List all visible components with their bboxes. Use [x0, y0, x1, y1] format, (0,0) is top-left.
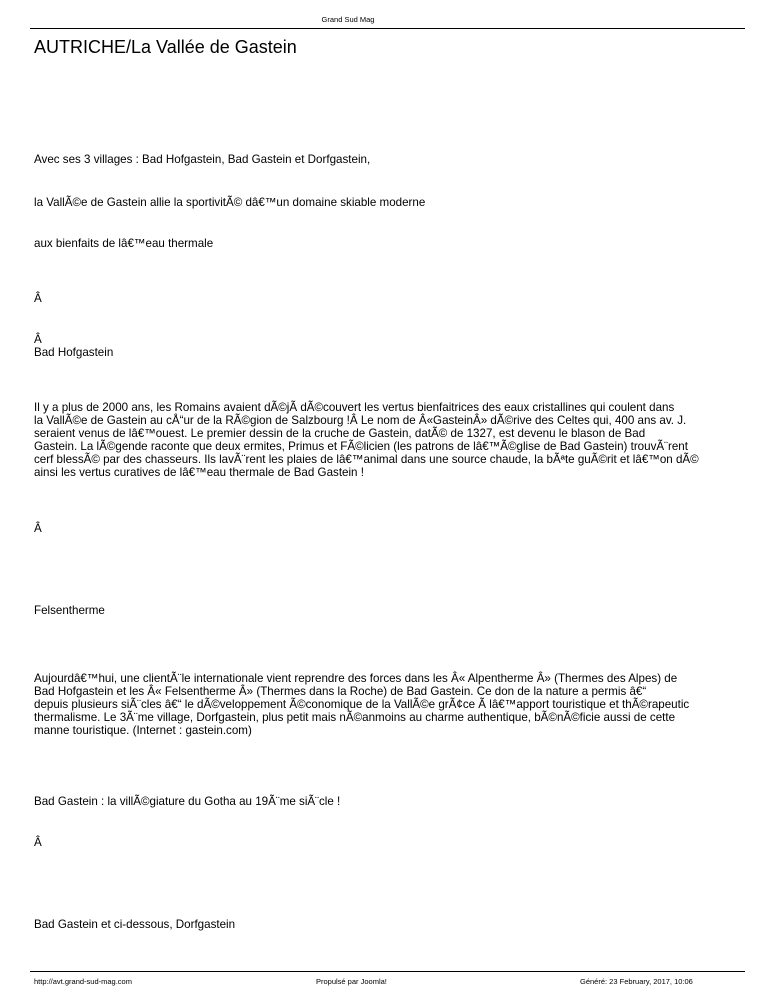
- paragraph-history-line: Il y a plus de 2000 ans, les Romains avaient dÃ©jÃ dÃ©couvert les vertus bienfaitrices des eaux cristallines qui coulent dans: [34, 401, 675, 414]
- paragraph-history-line: cerf blessÃ© par des chasseurs. Ils lavÃ¨rent les plaies de lâ€™animal dans une source chaude, la bÃªte guÃ©rit et lâ€™on dÃ©: [34, 453, 699, 466]
- paragraph-history-line: la VallÃ©e de Gastein au cÅ“ur de la RÃ©gion de Salzbourg !Â Le nom de Â«GasteinÂ» dÃ©rive des Celtes qui, 400 ans av. J.: [34, 414, 687, 427]
- footer-url[interactable]: http://avt.grand-sud-mag.com: [34, 977, 132, 986]
- paragraph-gotha: Bad Gastein : la villÃ©giature du Gotha au 19Ã¨me siÃ¨cle !: [34, 795, 341, 808]
- paragraph-spacer: Â: [34, 836, 42, 849]
- paragraph-clientele-line: Aujourdâ€™hui, une clientÃ¨le internationale vient reprendre des forces dans les Â« Alpentherme Â» (Thermes des Alpes) de: [34, 672, 678, 685]
- paragraph-history-line: ainsi les vertus curatives de lâ€™eau thermale de Bad Gastein !: [34, 466, 364, 479]
- section-heading-felsentherme: Felsentherme: [34, 604, 105, 617]
- paragraph-thermal: aux bienfaits de lâ€™eau thermale: [34, 237, 214, 250]
- paragraph-valley: la VallÃ©e de Gastein allie la sportivitÃ© dâ€™un domaine skiable moderne: [34, 196, 426, 209]
- footer-rule: [30, 971, 745, 972]
- footer-generated-date: Généré: 23 February, 2017, 10:06: [580, 977, 693, 986]
- paragraph-spacer: Â: [34, 522, 42, 535]
- paragraph-spacer: Â: [34, 292, 42, 305]
- footer-powered-by: Propulsé par Joomla!: [316, 977, 387, 986]
- article-title: AUTRICHE/La Vallée de Gastein: [34, 37, 297, 57]
- header-rule: [30, 28, 745, 29]
- section-heading-bad-hofgastein: Bad Hofgastein: [34, 346, 114, 359]
- paragraph-spacer: Â: [34, 333, 42, 346]
- paragraph-intro: Avec ses 3 villages : Bad Hofgastein, Bad Gastein et Dorfgastein,: [34, 153, 371, 166]
- paragraph-clientele-line: depuis plusieurs siÃ¨cles â€“ le dÃ©veloppement Ã©conomique de la VallÃ©e grÃ¢ce Ã lâ€™apport touristique et thÃ©rapeutic: [34, 698, 690, 711]
- paragraph-clientele-line: thermalisme. Le 3Ã¨me village, Dorfgastein, plus petit mais nÃ©anmoins au charme authentique, bÃ©nÃ©ficie aussi de cette: [34, 711, 676, 724]
- paragraph-caption: Bad Gastein et ci-dessous, Dorfgastein: [34, 918, 236, 931]
- paragraph-history-line: Gastein. La lÃ©gende raconte que deux ermites, Primus et FÃ©licien (les patrons de lâ€™Ã©glise de Bad Gastein) trouvÃ¨rent: [34, 440, 688, 453]
- paragraph-clientele-line: manne touristique. (Internet : gastein.com): [34, 724, 252, 737]
- paragraph-history-line: seraient venus de lâ€™ouest. Le premier dessin de la cruche de Gastein, datÃ© de 1327, est devenu le blason de Bad: [34, 427, 646, 440]
- paragraph-clientele-line: Bad Hofgastein et les Â« Felsentherme Â» (Thermes dans la Roche) de Bad Gastein. Ce don de la nature a permis â€“: [34, 685, 647, 698]
- site-name: Grand Sud Mag: [321, 15, 375, 24]
